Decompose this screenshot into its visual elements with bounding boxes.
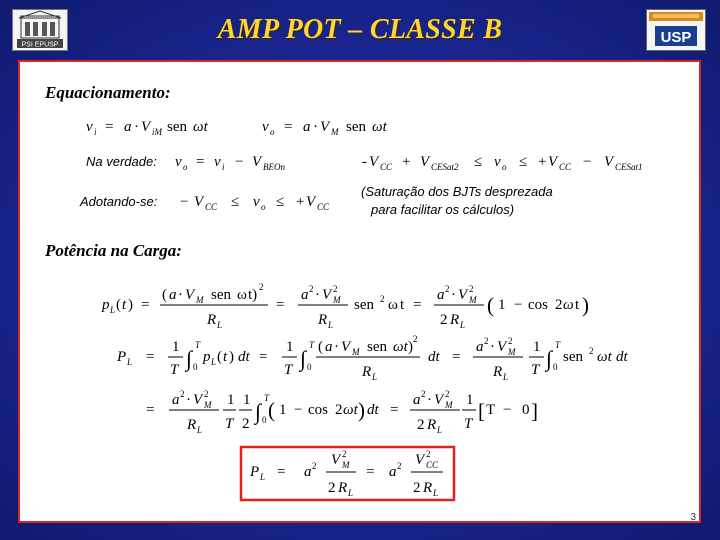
svg-text:2: 2 [204,389,209,399]
svg-text:≤: ≤ [276,194,285,210]
svg-text:2: 2 [397,461,402,471]
svg-text:ω: ω [237,287,247,303]
svg-text:2: 2 [335,402,343,418]
equation-vo [262,119,388,137]
svg-text:T: T [464,416,473,432]
svg-text:V: V [420,154,430,170]
equation-average-power [116,334,629,382]
svg-text:sen: sen [563,349,583,365]
svg-text:o: o [261,202,266,212]
svg-text:1: 1 [227,392,235,408]
svg-text:T: T [225,416,234,432]
svg-text:2: 2 [180,389,185,399]
svg-text:·: · [134,119,139,135]
svg-text:T: T [555,340,561,350]
page-number: 3 [690,512,696,523]
svg-text:L: L [260,472,266,482]
svg-text:M: M [445,400,453,410]
svg-text:T: T [284,362,293,378]
adotando-label: Adotando-se: [80,194,158,209]
svg-text:+: + [538,154,547,170]
svg-text:1: 1 [172,339,180,355]
svg-text:R: R [338,480,348,496]
svg-text:t: t [122,297,127,313]
svg-text:v: v [253,194,260,210]
svg-text:2: 2 [380,294,385,304]
svg-text:-: - [362,154,367,170]
svg-text:p: p [203,349,211,365]
svg-text:2: 2 [342,449,347,459]
svg-text:1: 1 [286,339,294,355]
svg-text:P: P [117,349,127,365]
svg-text:=: = [196,154,205,170]
svg-text:PSI EPUSP: PSI EPUSP [21,41,59,49]
svg-text:a: a [172,392,180,408]
svg-text:V: V [252,154,262,170]
svg-text:CC: CC [559,162,572,172]
svg-text:a: a [303,119,311,135]
svg-text:a: a [325,339,333,355]
svg-text:i: i [222,162,225,172]
svg-text:=: = [366,464,375,480]
svg-text:p: p [102,297,110,313]
svg-text:V: V [548,154,558,170]
svg-text:T: T [264,393,270,403]
svg-text:a: a [169,287,177,303]
svg-text:o: o [183,162,188,172]
svg-text:a: a [301,287,309,303]
svg-text:ωt: ωt [343,402,358,418]
svg-text:2: 2 [555,297,563,313]
svg-text:V: V [306,194,316,210]
svg-text:−: − [514,297,523,313]
slide-title: AMP POT – CLASSE B [217,14,503,45]
svg-text:0: 0 [553,362,558,372]
svg-text:M: M [196,295,204,305]
svg-text:=: = [284,119,293,135]
svg-text:): ) [582,293,589,317]
svg-text:L: L [217,320,223,330]
svg-text:−: − [503,402,512,418]
svg-text:R: R [318,312,328,328]
svg-text:sen: sen [354,297,374,313]
svg-text:=: = [146,402,155,418]
svg-text:): ) [128,297,133,313]
svg-text:CC: CC [426,460,439,470]
svg-text:R: R [450,312,460,328]
svg-text:t: t [223,349,228,365]
equation-vi [86,119,209,137]
svg-text:R: R [187,417,197,433]
svg-text:o: o [502,162,507,172]
svg-text:dt: dt [616,349,628,365]
svg-text:1: 1 [533,339,541,355]
section-equacionamento-title: Equacionamento: [45,83,171,102]
svg-text:v: v [175,154,182,170]
svg-text:2: 2 [242,416,250,432]
svg-text:V: V [185,287,195,303]
svg-text:0: 0 [307,362,312,372]
svg-text:T: T [195,340,201,350]
svg-text:·: · [315,287,320,303]
svg-text:v: v [86,119,93,135]
svg-text:·: · [334,339,339,355]
svg-text:iM: iM [152,127,162,137]
svg-text:cos: cos [528,297,548,313]
equation-instant-power [101,282,589,330]
svg-text:V: V [369,154,379,170]
svg-text:2: 2 [413,334,418,344]
svg-text:2: 2 [426,449,431,459]
svg-text:(: ( [217,349,222,365]
svg-text:v: v [214,154,221,170]
svg-text:L: L [503,372,509,382]
svg-text:V: V [194,194,204,210]
svg-text:CC: CC [380,162,393,172]
na-verdade-label: Na verdade: [86,154,157,169]
svg-text:a: a [413,392,421,408]
svg-text:ω: ω [563,297,574,313]
svg-text:R: R [423,480,433,496]
svg-text:T: T [486,402,496,418]
svg-text:−: − [583,154,592,170]
svg-text:2: 2 [508,336,513,346]
svg-text:2: 2 [445,284,450,294]
svg-text:V: V [604,154,614,170]
svg-text:V: V [322,287,332,303]
svg-text:·: · [178,287,183,303]
svg-text:∫: ∫ [546,346,553,371]
svg-text:ωt: ωt [597,349,612,365]
svg-text:L: L [437,425,443,435]
svg-text:≤: ≤ [474,154,483,170]
svg-text:M: M [331,127,339,137]
svg-text:0: 0 [193,362,198,372]
svg-text:≤: ≤ [519,154,528,170]
svg-text:·: · [427,392,432,408]
svg-text:0: 0 [262,415,267,425]
svg-text:[: [ [478,399,485,423]
svg-text:V: V [415,452,425,468]
svg-text:(: ( [116,297,121,313]
svg-text:v: v [494,154,501,170]
svg-text:2: 2 [589,346,594,356]
svg-text:2: 2 [328,480,336,496]
svg-text:0: 0 [522,402,530,418]
svg-text:ωt: ωt [393,339,408,355]
svg-text:2: 2 [333,284,338,294]
svg-text:L: L [460,320,466,330]
svg-text:R: R [207,312,217,328]
svg-text:ω: ω [388,297,398,313]
svg-text:ωt: ωt [193,119,208,135]
svg-text:dt: dt [238,349,250,365]
svg-text:1: 1 [243,392,251,408]
svg-text:V: V [434,392,444,408]
svg-text:=: = [452,349,461,365]
svg-text:a: a [476,339,484,355]
equation-saturation-range [362,154,643,172]
svg-text:t): t) [248,287,258,303]
svg-text:L: L [211,357,217,367]
svg-text:·: · [186,392,191,408]
svg-text:·: · [451,287,456,303]
svg-text:(: ( [487,293,494,317]
svg-text:T: T [170,362,179,378]
svg-text:(: ( [318,339,323,355]
svg-text:−: − [294,402,303,418]
svg-text:R: R [362,364,372,380]
svg-text:a: a [304,464,312,480]
svg-text:t: t [575,297,580,313]
svg-text:L: L [348,488,354,498]
saturation-note-line2: para facilitar os cálculos) [371,202,515,217]
svg-text:M: M [352,347,360,357]
equation-vo-real [175,154,285,172]
svg-text:BEOn: BEOn [263,162,285,172]
svg-text:·: · [313,119,318,135]
svg-text:V: V [141,119,151,135]
svg-text:USP: USP [660,29,692,46]
svg-text:1: 1 [466,392,474,408]
svg-text:V: V [341,339,351,355]
svg-text:∫: ∫ [255,399,262,424]
svg-text:a: a [124,119,132,135]
svg-text:T: T [309,340,315,350]
svg-text:−: − [180,194,189,210]
svg-text:L: L [328,320,334,330]
equation-integral-evaluation [146,389,538,435]
svg-text:a: a [437,287,445,303]
svg-text:=: = [277,464,286,480]
svg-text:o: o [270,127,275,137]
svg-text:+: + [402,154,411,170]
svg-text:2: 2 [440,312,448,328]
svg-text:2: 2 [259,282,264,292]
svg-text:=: = [259,349,268,365]
svg-text:M: M [204,400,212,410]
svg-text:M: M [342,460,350,470]
equation-result-box [241,447,454,500]
svg-text:L: L [127,357,133,367]
svg-text:CESat2: CESat2 [431,162,459,172]
svg-text:V: V [458,287,468,303]
svg-text:(: ( [162,287,167,303]
svg-text:CC: CC [317,202,330,212]
svg-text:2: 2 [421,389,426,399]
svg-text:]: ] [531,399,538,423]
svg-text:cos: cos [308,402,328,418]
equation-adopted-range [180,194,330,212]
svg-text:i: i [94,127,97,137]
svg-text:v: v [262,119,269,135]
svg-text:∫: ∫ [186,346,193,371]
saturation-note-line1: (Saturação dos BJTs desprezada [361,184,553,199]
svg-text:2: 2 [417,417,425,433]
svg-text:sen: sen [346,119,366,135]
svg-text:T: T [531,362,540,378]
svg-text:CC: CC [205,202,218,212]
svg-text:R: R [493,364,503,380]
svg-text:≤: ≤ [231,194,240,210]
svg-text:M: M [508,347,516,357]
svg-text:∫: ∫ [300,346,307,371]
svg-text:dt: dt [428,349,440,365]
svg-text:2: 2 [445,389,450,399]
svg-text:P: P [250,464,260,480]
svg-text:): ) [408,339,413,355]
svg-text:2: 2 [469,284,474,294]
svg-text:L: L [110,305,116,315]
svg-text:−: − [235,154,244,170]
svg-text:V: V [331,452,341,468]
svg-text:sen: sen [211,287,231,303]
svg-text:(: ( [268,398,275,422]
svg-text:2: 2 [309,284,314,294]
svg-text:2: 2 [413,480,421,496]
svg-text:+: + [296,194,305,210]
svg-text:): ) [229,349,234,365]
svg-text:=: = [390,402,399,418]
svg-text:2: 2 [484,336,489,346]
svg-text:t: t [400,297,405,313]
svg-text:a: a [389,464,397,480]
svg-text:V: V [320,119,330,135]
svg-text:M: M [333,295,341,305]
svg-text:1: 1 [498,297,506,313]
svg-text:L: L [197,425,203,435]
svg-text:=: = [141,297,150,313]
svg-text:R: R [427,417,437,433]
svg-text:L: L [372,372,378,382]
svg-text:sen: sen [367,339,387,355]
svg-text:M: M [469,295,477,305]
svg-text:2: 2 [312,461,317,471]
svg-text:=: = [146,349,155,365]
svg-text:dt: dt [367,402,379,418]
svg-text:): ) [358,398,365,422]
svg-text:V: V [497,339,507,355]
svg-text:ωt: ωt [372,119,387,135]
svg-text:=: = [105,119,114,135]
svg-text:CESat1: CESat1 [615,162,643,172]
svg-text:sen: sen [167,119,187,135]
svg-text:L: L [433,488,439,498]
section-potencia-title: Potência na Carga: [45,241,182,260]
svg-text:1: 1 [279,402,287,418]
svg-text:·: · [490,339,495,355]
svg-text:=: = [276,297,285,313]
svg-text:=: = [413,297,422,313]
svg-text:V: V [193,392,203,408]
